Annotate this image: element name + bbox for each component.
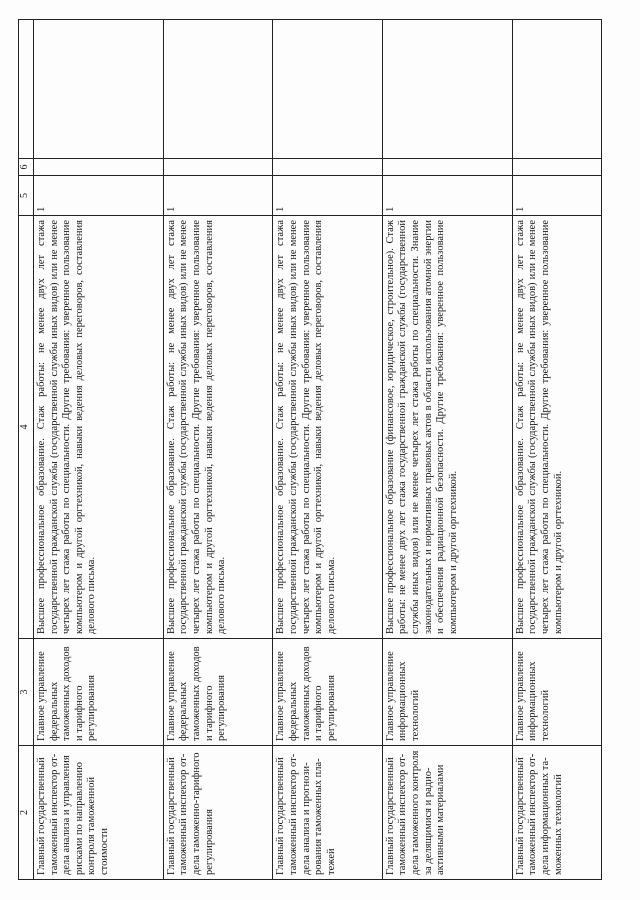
- position-cell: Главный государственный таможенный инспектор отдела таможенно-тарифного регулирования: [163, 746, 273, 880]
- vacancies-table: [18, 19, 602, 880]
- empty-cell: [273, 159, 383, 176]
- table-row: [163, 20, 273, 880]
- count-cell: 1: [163, 176, 273, 216]
- empty-cell: [34, 159, 164, 176]
- department-cell: Главное управление федеральных таможенных доходов и тарифного регулирования: [163, 639, 273, 746]
- department-cell: Главное управление информационных технологий: [382, 639, 512, 746]
- header-row: [19, 20, 34, 880]
- count-cell: 1: [34, 176, 164, 216]
- requirements-cell: Высшее профессиональное образование. Стаж работы: не менее двух лет стажа государственной гражданской службы (государственной службы иных видов) или не менее четырех лет стажа работы по специальности. Другие требования: уверенное пользование компьютером и другой оргтехникой, навыки ведения деловых переговоров, составления делового письма.: [163, 216, 273, 639]
- table-row: [512, 20, 601, 880]
- count-cell: 1: [382, 176, 512, 216]
- department-cell: Главное управление информационных технологий: [512, 639, 601, 746]
- requirements-cell: Высшее профессиональное образование. Стаж работы: не менее двух лет стажа государственной гражданской службы (государственной службы иных видов) или не менее четырех лет стажа работы по специальности. Другие требования: уверенное пользование компьютером и другой оргтехникой, навыки ведения деловых переговоров, составления делового письма.: [273, 216, 383, 639]
- requirements-cell: Высшее профессиональное образование. Стаж работы: не менее двух лет стажа государственной гражданской службы (государственной службы иных видов) или не менее четырех лет стажа работы по специальности. Другие требования: уверенное пользование компьютером и другой оргтехникой.: [512, 216, 601, 639]
- note-cell: [34, 20, 164, 159]
- count-cell: 1: [273, 176, 383, 216]
- header-col-3: 3: [19, 639, 34, 746]
- empty-cell: [163, 159, 273, 176]
- position-cell: Главный государственный таможенный инспектор отдела анализа и прогнозирования таможенных платежей: [273, 746, 383, 880]
- position-cell: Главный государственный таможенный инспектор отдела анализа и управления рисками по направлению контроля таможенной стоимости: [34, 746, 164, 880]
- header-col-5: 5: [19, 176, 34, 216]
- count-cell: 1: [512, 176, 601, 216]
- table-row: [382, 20, 512, 880]
- note-cell: [163, 20, 273, 159]
- header-col-4: 4: [19, 216, 34, 639]
- position-cell: Главный государственный таможенный инспектор отдела информационных таможенных технологий: [512, 746, 601, 880]
- empty-cell: [512, 159, 601, 176]
- empty-cell: [382, 159, 512, 176]
- table-row: [273, 20, 383, 880]
- requirements-cell: Высшее профессиональное образование (финансовое, юридическое, строительное). Стаж работы: не менее двух лет стажа государственной гражданской службы (государственной службы иных видов) или не менее четырех лет стажа работы по специальности. Знание законодательных и нормативных правовых актов в области использования атомной энергии и обеспечения радиационной безопасности. Другие требования: уверенное пользование компьютером и другой оргтехникой.: [382, 216, 512, 639]
- table-row: [34, 20, 164, 880]
- note-cell: [382, 20, 512, 159]
- header-col-2: 2: [19, 746, 34, 880]
- department-cell: Главное управление федеральных таможенных доходов и тарифного регулирования: [34, 639, 164, 746]
- note-cell: [512, 20, 601, 159]
- department-cell: Главное управление федеральных таможенных доходов и тарифного регулирования: [273, 639, 383, 746]
- requirements-cell: Высшее профессиональное образование. Стаж работы: не менее двух лет стажа государственной гражданской службы (государственной службы иных видов) или не менее четырех лет стажа работы по специальности. Другие требования: уверенное пользование компьютером и другой оргтехникой, навыки ведения деловых переговоров, составления делового письма.: [34, 216, 164, 639]
- note-cell: [273, 20, 383, 159]
- header-col-empty: [19, 20, 34, 159]
- header-col-6: 6: [19, 159, 34, 176]
- position-cell: Главный государственный таможенный инспектор отдела таможенного контроля за делящимися и радиоактивными материалами: [382, 746, 512, 880]
- rotated-table-container: [18, 20, 602, 880]
